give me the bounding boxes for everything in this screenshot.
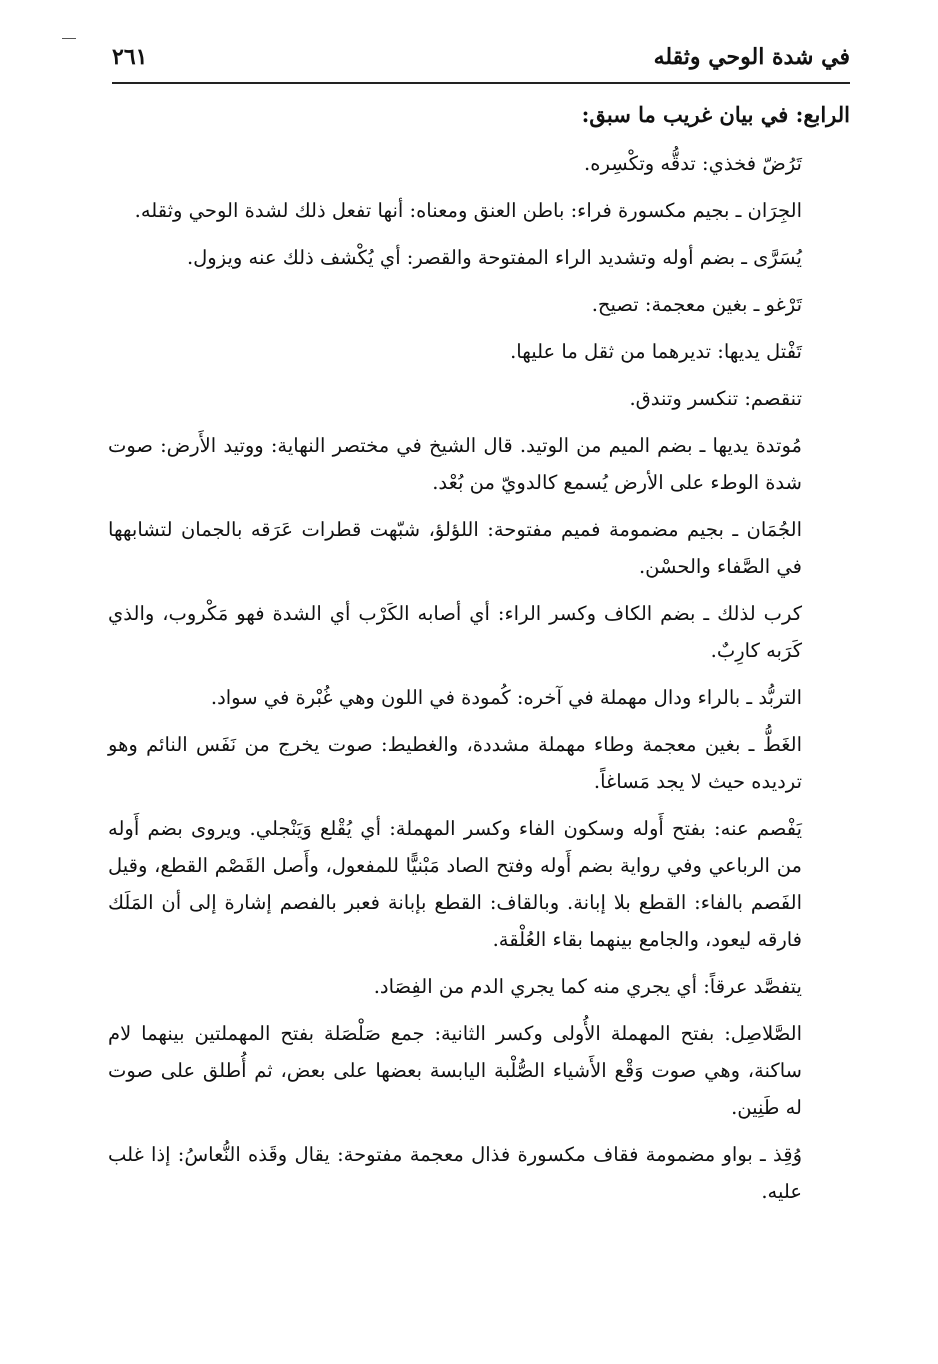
gloss-paragraph: كرب لذلك ـ بضم الكاف وكسر الراء: أي أصابه الكَرْب أي الشدة فهو مَكْروب، والذي كَرَبه كارِبٌ. xyxy=(108,602,802,662)
page-content xyxy=(108,96,850,1220)
gloss-paragraph: الصَّلاصِل: بفتح المهملة الأُولى وكسر الثانية: جمع صَلْصَلة بفتح المهملتين بينهما لام ساكنة، وهي صوت وَقْع الأَشياء الصُّلْبة اليابسة بعضها على بعض، ثم أُطلق على صوت له طَنِين. xyxy=(108,1022,802,1119)
corner-mark xyxy=(62,38,76,39)
gloss-paragraph: وُقِذ ـ بواو مضمومة فقاف مكسورة فذال معجمة مفتوحة: يقال وقَذه النُّعاسُ: إذا غلب عليه. xyxy=(108,1143,802,1203)
gloss-paragraph: يتفصَّد عرقاً: أي يجري منه كما يجري الدم من الفِصَاد. xyxy=(373,975,802,998)
gloss-paragraph: الغَطُّ ـ بغين معجمة وطاء مهملة مشددة، والغطيط: صوت يخرج من نَفَس النائم وهو ترديده حيث لا يجد مَساغاً. xyxy=(108,733,802,793)
gloss-paragraph: التربُّد ـ بالراء ودال مهملة في آخره: كُمودة في اللون وهي غُبْرة في سواد. xyxy=(210,686,802,709)
section-title: الرابع: في بيان غريب ما سبق: xyxy=(581,102,850,127)
gloss-paragraph: يَفْصم عنه: بفتح أَوله وسكون الفاء وكسر المهملة: أي يُقْلع وَيَنْجلي. ويروى بضم أَوله من الرباعي وفي رواية بضم أَوله وفتح الصاد مَبْنيًّا للمفعول، وأَصل القَصْم القطع، وقيل الفَصم بالفاء: القطع بلا إبانة. وبالقاف: القطع بإبانة فعبر بالفصم إشارة إلى أن المَلَك فارقه ليعود، والجامع بينهما بقاء العُلْقة. xyxy=(108,817,802,951)
page-number: ٢٦١ xyxy=(112,44,148,70)
page-header xyxy=(112,40,850,84)
gloss-paragraph: يُسَرَّى ـ بضم أوله وتشديد الراء المفتوحة والقصر: أي يُكْشف ذلك عنه ويزول. xyxy=(186,246,802,269)
gloss-paragraph: تَرْغو ـ بغين معجمة: تصيح. xyxy=(591,293,802,316)
gloss-paragraph: تَفْتل يديها: تديرهما من ثقل ما عليها. xyxy=(510,340,802,363)
gloss-paragraph: تنقصم: تنكسر وتندق. xyxy=(629,387,802,410)
gloss-paragraph: مُوتدة يديها ـ بضم الميم من الوتيد. قال الشيخ في مختصر النهاية: ووتيد الأَرض: صوت شدة الوطء على الأرض يُسمع كالدويّ من بُعْد. xyxy=(108,434,802,494)
running-title: في شدة الوحي وثقله xyxy=(653,44,850,70)
gloss-paragraph: الجِرَان ـ بجيم مكسورة فراء: باطن العنق ومعناه: أنها تفعل ذلك لشدة الوحي وثقله. xyxy=(134,199,802,222)
gloss-paragraph: تَرُضّ فخذي: تدقُّه وتكْسِره. xyxy=(584,152,802,175)
gloss-paragraph: الجُمَان ـ بجيم مضمومة فميم مفتوحة: اللؤلؤ، شبّهت قطرات عَرَقه بالجمان لتشابهها في الصَّفاء والحسْن. xyxy=(108,518,802,578)
